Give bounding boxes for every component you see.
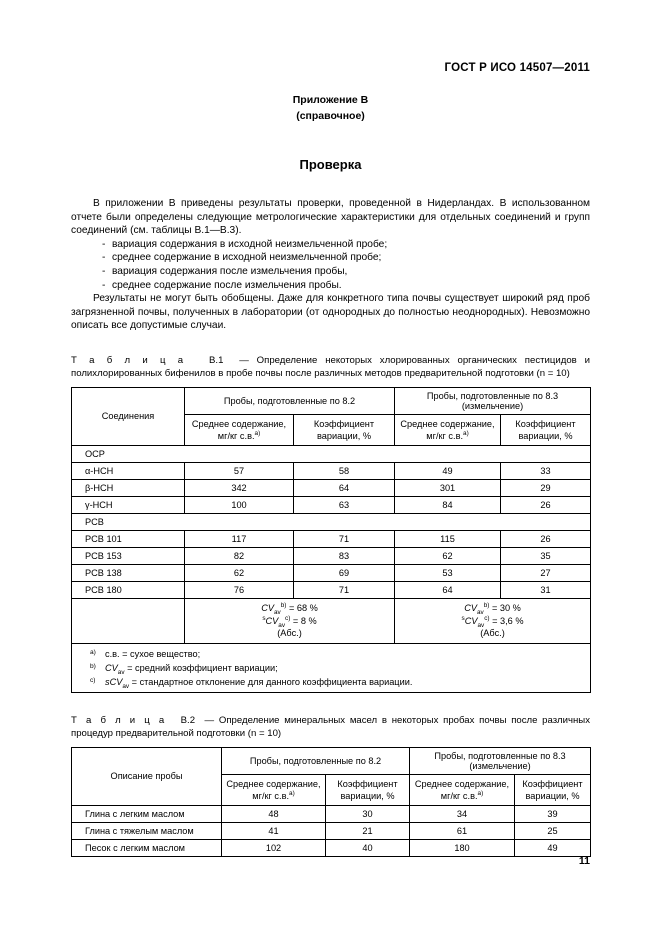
mean-83: 62 xyxy=(395,547,501,564)
table-row xyxy=(72,530,591,547)
table-b2-caption-text: — Определение минеральных масел в некоторых пробах почвы после различных процедур предварительной подготовки (n = 10) xyxy=(71,714,590,739)
table-b1-group-82-header: Пробы, подготовленные по 8.2 xyxy=(185,387,395,414)
mean-units: мг/кг с.в. xyxy=(440,790,478,801)
mean-83: 53 xyxy=(395,564,501,581)
table-row xyxy=(72,564,591,581)
list-item: - среднее содержание в исходной неизмельченной пробе; xyxy=(71,251,590,265)
footnote-mark: a) xyxy=(90,648,96,656)
cv-83: 26 xyxy=(501,530,591,547)
scv-value: = 8 % xyxy=(292,615,317,626)
mean-83: 61 xyxy=(410,822,515,839)
footnote-marker-b: b) xyxy=(280,601,287,609)
cv-82: 40 xyxy=(326,839,410,856)
table-b2 xyxy=(71,747,591,857)
table-row xyxy=(72,479,591,496)
table-b2-cv83-header xyxy=(515,774,591,805)
intro-bullet-list xyxy=(71,238,590,292)
cv-label-line1: Коэффициент xyxy=(337,778,398,789)
table-b1-group-name: PCB xyxy=(72,513,591,530)
sample-name: Песок с легким маслом xyxy=(72,839,222,856)
mean-label: Среднее содержание, xyxy=(414,778,510,789)
table-b2-caption-prefix: Т а б л и ц а xyxy=(71,714,167,726)
mean-82: 102 xyxy=(222,839,326,856)
scv-subscript: av xyxy=(477,621,485,629)
cv-82: 64 xyxy=(294,479,395,496)
list-item: - среднее содержание после измельчения пробы. xyxy=(71,279,590,293)
compound-name: β-HCH xyxy=(72,479,185,496)
table-b2-caption-number: В.2 xyxy=(180,714,196,726)
cv-symbol: CV xyxy=(464,602,477,613)
table-row xyxy=(72,581,591,598)
mean-units: мг/кг с.в. xyxy=(426,430,464,441)
cv-82: 63 xyxy=(294,496,395,513)
table-b1-footnotes xyxy=(72,643,591,692)
cv-label-line2: вариации, % xyxy=(525,790,580,801)
cv-subscript: av xyxy=(476,608,484,616)
cv-symbol: CV xyxy=(261,602,274,613)
mean-82: 76 xyxy=(185,581,294,598)
table-b1-group-row xyxy=(72,445,591,462)
mean-83: 84 xyxy=(395,496,501,513)
table-b2-mean82-header xyxy=(222,774,326,805)
mean-82: 57 xyxy=(185,462,294,479)
table-b1-mean82-header xyxy=(185,414,294,445)
table-b1-caption-number: В.1 xyxy=(209,354,224,366)
footnote-marker-a: a) xyxy=(463,429,469,437)
cv-82: 58 xyxy=(294,462,395,479)
abs-note: (Абс.) xyxy=(277,628,302,639)
mean-83: 180 xyxy=(410,839,515,856)
mean-82: 41 xyxy=(222,822,326,839)
table-b1-cv83-header xyxy=(501,414,591,445)
cv-82: 21 xyxy=(326,822,410,839)
footnote-symbol: sCV xyxy=(105,676,123,687)
table-b1-col1-header: Соединения xyxy=(72,387,185,445)
footnote-symbol-sub: av xyxy=(122,682,130,690)
table-row xyxy=(72,496,591,513)
table-b1-caption-prefix: Т а б л и ц а xyxy=(71,354,186,366)
mean-83: 64 xyxy=(395,581,501,598)
scv-symbol: CV xyxy=(265,615,279,626)
scv-symbol: CV xyxy=(464,615,478,626)
table-b1-group-name: OCP xyxy=(72,445,591,462)
table-b1-footnotes-row xyxy=(72,643,591,692)
compound-name: PCB 138 xyxy=(72,564,185,581)
compound-name: PCB 180 xyxy=(72,581,185,598)
abs-note: (Абс.) xyxy=(480,628,505,639)
compound-name: PCB 101 xyxy=(72,530,185,547)
footnote-a xyxy=(75,647,587,661)
summary-empty-cell xyxy=(72,598,185,643)
table-b1-group-83-header: Пробы, подготовленные по 8.3 (измельчение) xyxy=(395,387,591,414)
mean-83: 301 xyxy=(395,479,501,496)
table-b2-caption xyxy=(71,714,590,740)
cv-82: 83 xyxy=(294,547,395,564)
mean-83: 49 xyxy=(395,462,501,479)
compound-name: α-HCH xyxy=(72,462,185,479)
scv-prefix: s xyxy=(262,614,266,622)
intro-paragraph-1: В приложении В приведены результаты проверки, проведенной в Нидерландах. В использованном отчете были определены следующие метрологические характеристики для отдельных соединений и групп соединений (см. таблицы В.1—В.3). xyxy=(71,198,590,237)
list-item: - вариация содержания после измельчения пробы, xyxy=(71,265,590,279)
page-header-standard-id: ГОСТ Р ИСО 14507—2011 xyxy=(444,62,590,74)
table-b2-col1-header: Описание пробы xyxy=(72,747,222,805)
summary-cv-83 xyxy=(395,598,591,643)
table-b1-cv82-header xyxy=(294,414,395,445)
mean-82: 100 xyxy=(185,496,294,513)
table-b1-group-row xyxy=(72,513,591,530)
table-b1-caption xyxy=(71,354,590,380)
scv-prefix: s xyxy=(461,614,465,622)
mean-82: 117 xyxy=(185,530,294,547)
cv-83: 26 xyxy=(501,496,591,513)
table-b1-header-row-1 xyxy=(72,387,591,414)
annex-label: Приложение В xyxy=(292,94,369,106)
footnote-text: = стандартное отклонение для данного коэффициента вариации. xyxy=(131,676,413,687)
cv-83: 25 xyxy=(515,822,591,839)
cv-82: 71 xyxy=(294,530,395,547)
table-row xyxy=(72,547,591,564)
scv-value: = 3,6 % xyxy=(492,615,524,626)
footnote-mark: b) xyxy=(90,662,96,670)
table-row xyxy=(72,822,591,839)
table-b1-summary-row xyxy=(72,598,591,643)
footnote-symbol: CV xyxy=(105,662,118,673)
table-row xyxy=(72,462,591,479)
sample-name: Глина с тяжелым маслом xyxy=(72,822,222,839)
cv-83: 27 xyxy=(501,564,591,581)
cv-label-line1: Коэффициент xyxy=(515,418,576,429)
mean-83: 115 xyxy=(395,530,501,547)
cv-label-line1: Коэффициент xyxy=(313,418,375,429)
cv-82: 30 xyxy=(326,805,410,822)
cv-label-line1: Коэффициент xyxy=(522,778,583,789)
cv-82: 69 xyxy=(294,564,395,581)
cv-83: 49 xyxy=(515,839,591,856)
page-title: Проверка xyxy=(299,157,362,172)
cv-value: = 30 % xyxy=(491,602,521,613)
table-b2-mean83-header xyxy=(410,774,515,805)
footnote-c xyxy=(75,675,587,689)
footnote-mark: c) xyxy=(90,676,96,684)
footnote-marker-c: c) xyxy=(484,614,490,622)
annex-kind: (справочное) xyxy=(296,110,365,122)
table-b2-header-row-1 xyxy=(72,747,591,774)
table-b2-group-83-header: Пробы, подготовленные по 8.3 (измельчение) xyxy=(410,747,591,774)
cv-subscript: av xyxy=(273,608,281,616)
cv-83: 31 xyxy=(501,581,591,598)
cv-value: = 68 % xyxy=(288,602,318,613)
footnote-marker-a: a) xyxy=(254,429,261,437)
footnote-marker-b: b) xyxy=(483,601,490,609)
footnote-b xyxy=(75,661,587,675)
cv-82: 71 xyxy=(294,581,395,598)
table-b1 xyxy=(71,387,591,693)
table-b1-caption-text: — Определение некоторых хлорированных органических пестицидов и полихлорированных бифенилов в пробе почвы после различных методов предварительной подготовки (n = 10) xyxy=(71,354,591,379)
compound-name: PCB 153 xyxy=(72,547,185,564)
cv-label-line2: вариации, % xyxy=(340,790,395,801)
table-b2-cv82-header xyxy=(326,774,410,805)
footnote-symbol-sub: av xyxy=(117,668,125,676)
footnote-marker-c: c) xyxy=(285,614,291,622)
cv-83: 33 xyxy=(501,462,591,479)
sample-name: Глина с легким маслом xyxy=(72,805,222,822)
footnote-marker-a: a) xyxy=(477,789,484,797)
cv-83: 29 xyxy=(501,479,591,496)
footnote-marker-a: a) xyxy=(289,789,295,797)
mean-label: Среднее содержание, xyxy=(191,418,287,429)
footnote-text: с.в. = сухое вещество; xyxy=(105,648,201,659)
mean-82: 342 xyxy=(185,479,294,496)
footnote-text: = средний коэффициент вариации; xyxy=(127,662,278,673)
mean-83: 34 xyxy=(410,805,515,822)
compound-name: γ-HCH xyxy=(72,496,185,513)
table-b2-group-82-header: Пробы, подготовленные по 8.2 xyxy=(222,747,410,774)
intro-paragraph-2: Результаты не могут быть обобщены. Даже для конкретного типа почвы существует широкий ряд проб загрязненной почвы, полученных в лаборатории (от однородных до полностью неоднородных). Невозможно описать все допустимые случаи. xyxy=(71,293,590,332)
cv-83: 35 xyxy=(501,547,591,564)
mean-label: Среднее содержание, xyxy=(400,418,495,429)
mean-82: 62 xyxy=(185,564,294,581)
mean-units: мг/кг с.в. xyxy=(252,790,290,801)
cv-label-line2: вариации, % xyxy=(518,430,573,441)
table-row xyxy=(72,839,591,856)
summary-cv-82 xyxy=(185,598,395,643)
mean-units: мг/кг с.в. xyxy=(217,430,255,441)
table-row xyxy=(72,805,591,822)
page-number: 11 xyxy=(578,855,590,867)
cv-label-line2: вариации, % xyxy=(316,430,372,441)
list-item: - вариация содержания в исходной неизмельченной пробе; xyxy=(71,238,590,252)
cv-83: 39 xyxy=(515,805,591,822)
mean-label: Среднее содержание, xyxy=(226,778,321,789)
scv-subscript: av xyxy=(278,621,286,629)
page-content xyxy=(71,92,590,857)
mean-82: 82 xyxy=(185,547,294,564)
table-b1-mean83-header xyxy=(395,414,501,445)
mean-82: 48 xyxy=(222,805,326,822)
